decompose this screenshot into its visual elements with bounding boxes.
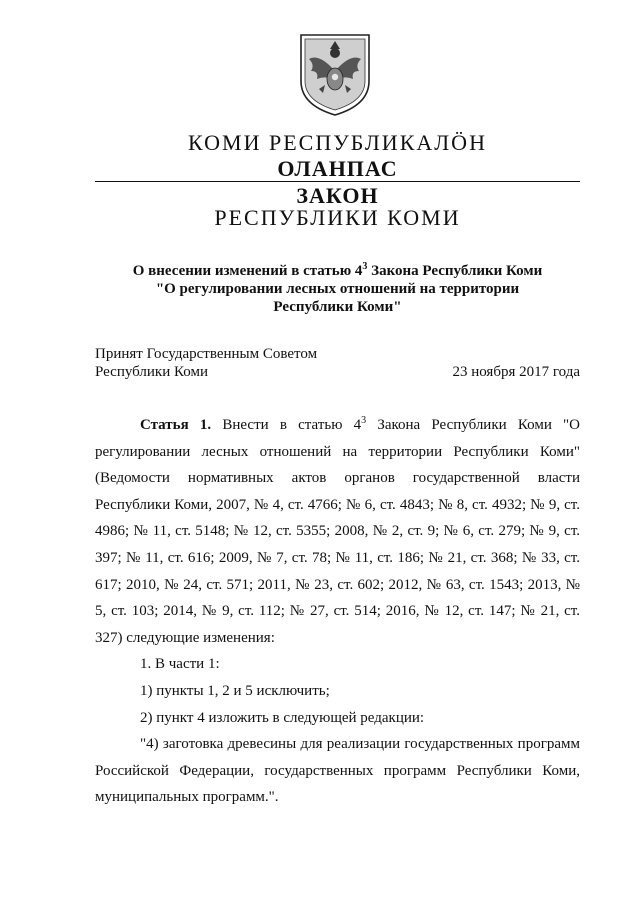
adoption-statement: [95, 345, 317, 381]
article-1-paragraph: [95, 412, 580, 651]
republic-name: РЕСПУБЛИКИ КОМИ: [214, 205, 461, 230]
article-superscript: 3: [361, 415, 367, 426]
header-divider: [95, 181, 580, 182]
article-subitem-1: 1) пункты 1, 2 и 5 исключить;: [140, 682, 330, 699]
law-title-line-1: [95, 262, 580, 280]
article-item-1: 1. В части 1:: [140, 656, 220, 673]
adoption-line-1: Принят Государственным Советом: [95, 346, 318, 362]
article-text-rest: Закона Республики Коми "О регулировании лесных отношений на территории Республики Коми" (Ведомости нормативных актов органов государственной власти Республики Коми, 2007, № 4, ст. 4766; № 6, ст. 4843; № 8, ст. 4932; № 9, ст. 4986; № 11, ст. 5148; № 12, ст. 5355; 2008, № 2, ст. 9; № 6, ст. 279; № 9, ст. 397; № 11, ст. 616; 2009, № 7, ст. 78; № 11, ст. 186; № 21, ст. 368; № 33, ст. 617; 2010, № 24, ст. 571; 2011, № 23, ст. 602; 2012, № 63, ст. 1543; 2013, № 5, ст. 103; 2014, № 9, ст. 112; № 27, ст. 514; 2016, № 12, ст. 147; № 21, ст. 327) следующие изменения:: [95, 417, 580, 646]
doc-type: ЗАКОН: [296, 183, 379, 208]
law-title-superscript: 3: [362, 261, 368, 272]
adoption-date: 23 ноября 2017 года: [452, 364, 580, 380]
article-label: Статья 1.: [140, 417, 212, 433]
law-title-line-2: "О регулировании лесных отношений на территории: [155, 281, 520, 297]
article-quote: "4) заготовка древесины для реализации государственных программ Российской Федерации, государственных программ Республики Коми, муниципальных программ.".: [95, 736, 580, 806]
law-title-line-1-text: О внесении изменений в статью 4: [132, 263, 363, 279]
article-subitem-2: 2) пункт 4 изложить в следующей редакции:: [140, 709, 425, 726]
coat-of-arms-emblem: [297, 31, 373, 117]
law-title-line-1-end: Закона Республики Коми: [367, 263, 543, 279]
law-title-line-3: Республики Коми": [273, 299, 402, 315]
law-title: [95, 262, 580, 316]
komi-header-line: КОМИ РЕСПУБЛИКАЛÖН: [188, 130, 487, 155]
adoption-line-2: Республики Коми: [95, 364, 208, 380]
komi-doc-type: ОЛАНПАС: [277, 156, 398, 181]
article-text-start: Внести в статью 4: [211, 417, 362, 433]
article-body: [95, 412, 580, 811]
